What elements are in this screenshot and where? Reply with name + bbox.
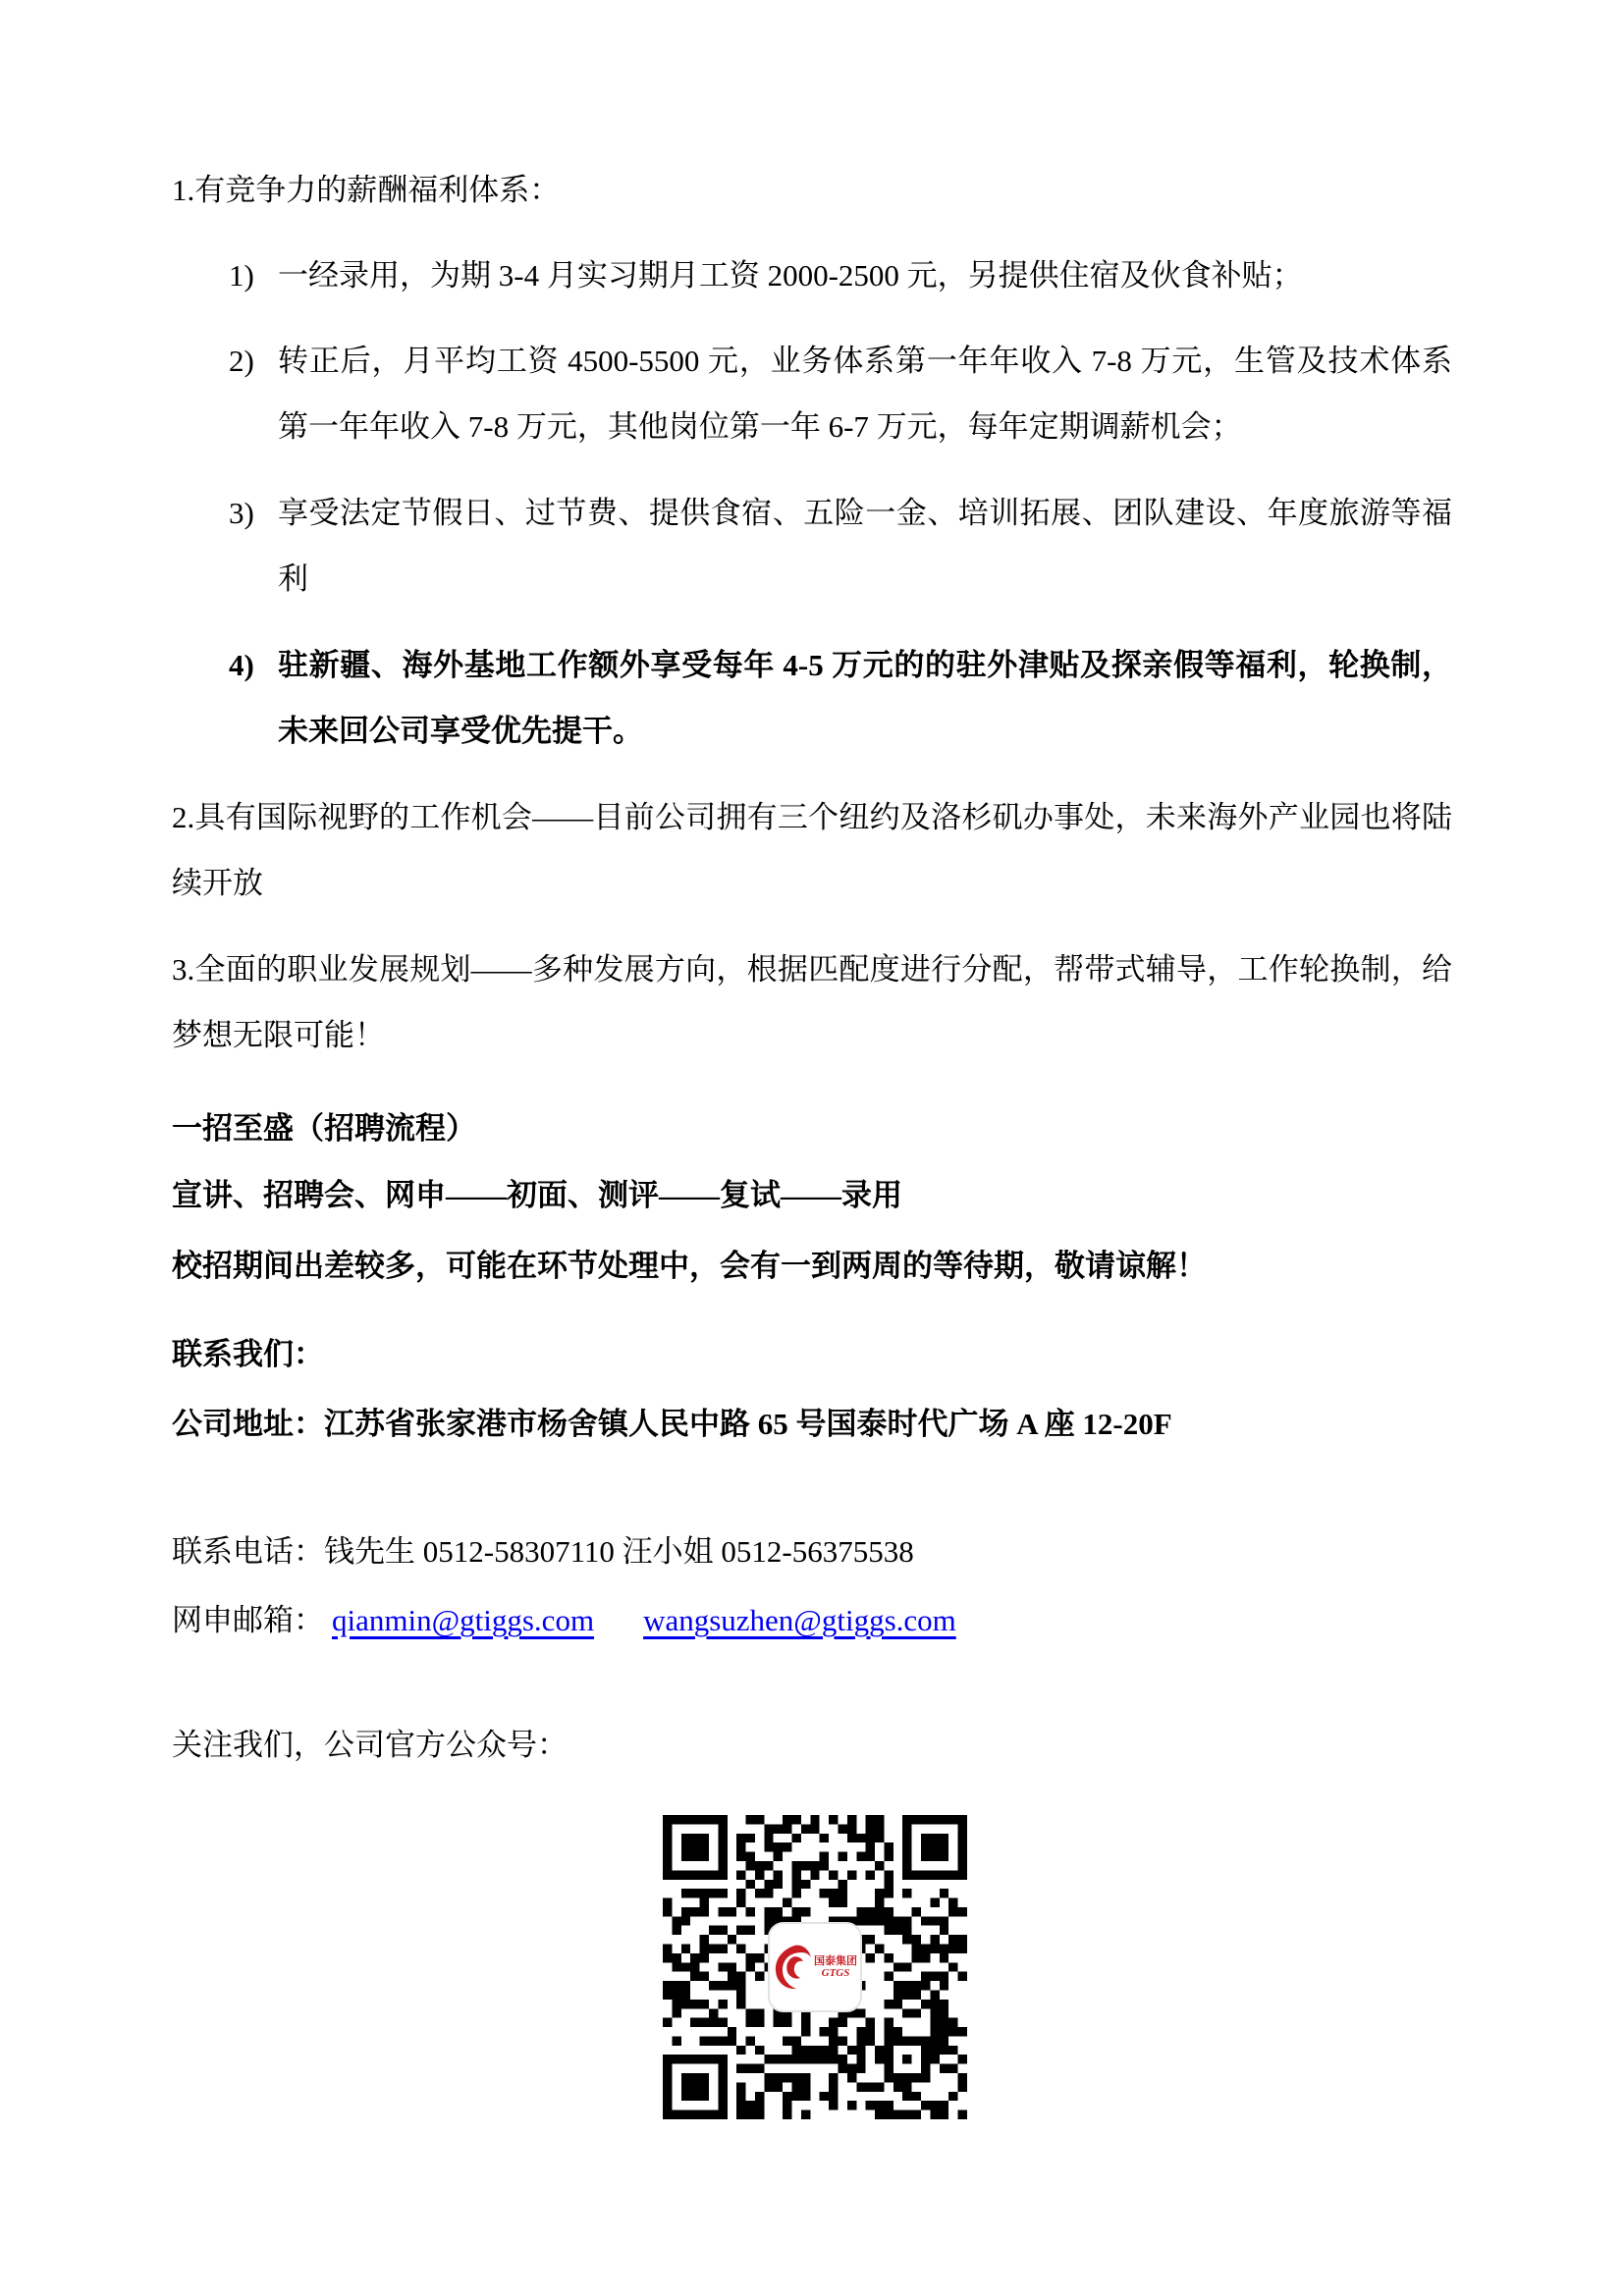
email-link-wangsuzhen[interactable]: wangsuzhen@gtiggs.com <box>643 1603 956 1637</box>
benefit-item-2 <box>229 328 1452 459</box>
email-link-qianmin[interactable]: qianmin@gtiggs.com <box>332 1603 595 1637</box>
benefit-item-text: 转正后，月平均工资 4500-5500 元，业务体系第一年年收入 7-8 万元，生管及技术体系第一年年收入 7-8 万元，其他岗位第一年 6-7 万元，每年定期调薪机会； <box>278 344 1452 444</box>
benefits-title: 1.有竞争力的薪酬福利体系： <box>172 173 561 207</box>
benefit-item-3 <box>229 480 1452 612</box>
benefit-item-text: 一经录用，为期 3-4 月实习期月工资 2000-2500 元，另提供住宿及伙食补贴； <box>278 258 1303 293</box>
benefit-item-4 <box>229 632 1452 764</box>
list-marker: 3) <box>229 496 254 530</box>
email-label: 网申邮箱： <box>172 1603 324 1637</box>
company-logo-swoosh-icon <box>773 1944 812 1991</box>
follow-us-text: 关注我们，公司官方公众号： <box>172 1728 568 1762</box>
qr-center-logo <box>768 1922 862 2012</box>
paragraph-career: 3.全面的职业发展规划——多种发展方向，根据匹配度进行分配，帮带式辅导，工作轮换制，给梦想无限可能！ <box>172 952 1452 1052</box>
email-line <box>172 1587 1452 1653</box>
benefit-item-1 <box>229 242 1452 308</box>
wechat-qr-code <box>663 1815 967 2119</box>
list-marker: 1) <box>229 258 254 293</box>
company-address: 公司地址：江苏省张家港市杨舍镇人民中路 65 号国泰时代广场 A 座 12-20F <box>172 1407 1172 1441</box>
list-marker: 4) <box>229 648 254 682</box>
contact-phone: 联系电话：钱先生 0512-58307110 汪小姐 0512-56375538 <box>172 1534 914 1569</box>
contact-heading: 联系我们： <box>172 1337 324 1371</box>
paragraph-international: 2.具有国际视野的工作机会——目前公司拥有三个纽约及洛杉矶办事处，未来海外产业园也将陆续开放 <box>172 800 1452 900</box>
qr-logo-text <box>814 1955 857 1979</box>
qr-logo-latin-name: GTGS <box>821 1967 850 1979</box>
recruit-flow: 宣讲、招聘会、网申——初面、测评——复试——录用 <box>172 1178 902 1212</box>
benefit-item-text: 驻新疆、海外基地工作额外享受每年 4-5 万元的的驻外津贴及探亲假等福利，轮换制，未来回公司享受优先提干。 <box>278 648 1452 748</box>
list-marker: 2) <box>229 344 254 378</box>
benefit-item-text: 享受法定节假日、过节费、提供食宿、五险一金、培训拓展、团队建设、年度旅游等福利 <box>278 496 1452 596</box>
qr-logo-chinese-name: 国泰集团 <box>814 1954 857 1967</box>
recruit-process-heading: 一招至盛（招聘流程） <box>172 1111 476 1146</box>
recruit-note: 校招期间出差较多，可能在环节处理中，会有一到两周的等待期，敬请谅解！ <box>172 1249 1207 1283</box>
